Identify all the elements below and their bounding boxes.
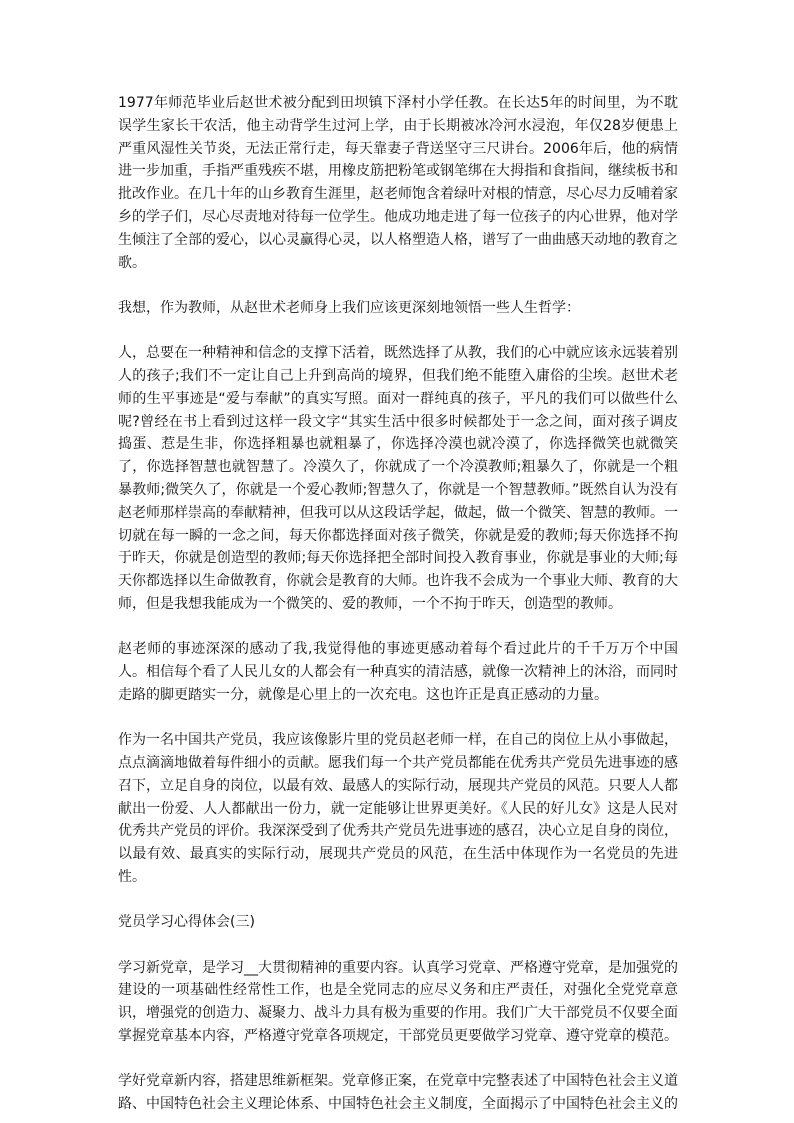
section-heading: 党员学习心得体会(三) bbox=[118, 914, 255, 931]
paragraph-new-content: 学好党章新内容，搭建思维新框架。党章修正案，在党章中完整表述了中国特色社会主义道路、中国特色社会主义理论体系、中国特色社会主义制度，全面揭示了中国特色社会主义的 bbox=[118, 1073, 678, 1112]
paragraph-zhao-background: 1977年师范毕业后赵世术被分配到田坝镇下泽村小学任教。在长达5年的时间里，为不耽误学生家长干农活，他主动背学生过河上学，由于长期被冰冷河水浸泡，年仅28岁便患上严重风湿性关节炎，无法正常行走，每天靠妻子背送坚守三尺讲台。2006年后，他的病情进一步加重，手指严重残疾不堪，用橡皮筋把粉笔或钢笔绑在大拇指和食指间，继续板书和批改作业。在几十年的山乡教育生涯里，赵老师饱含着绿叶对根的情意，尽心尽力反哺着家乡的学子们，尽心尽责地对待每一位学生。他成功地走进了每一位孩子的内心世界，他对学生倾注了全部的爱心，以心灵赢得心灵，以人格塑造人格，谱写了一曲曲感天动地的教育之歌。 bbox=[118, 95, 678, 271]
document-body bbox=[118, 92, 678, 1116]
paragraph-teacher-philosophy: 人，总要在一种精神和信念的支撑下活着，既然选择了从教，我们的心中就应该永远装着别人的孩子;我们不一定让自己上升到高尚的境界，但我们绝不能堕入庸俗的尘埃。赵世术老师的生平事迹是“爱与奉献”的真实写照。面对一群纯真的孩子，平凡的我们可以做些什么呢?曾经在书上看到过这样一段文字“其实生活中很多时候都处于一念之间，面对孩子调皮捣蛋、惹是生非，你选择粗暴也就粗暴了，你选择冷漠也就冷漠了，你选择微笑也就微笑了，你选择智慧也就智慧了。冷漠久了，你就成了一个冷漠教师;粗暴久了，你就是一个粗暴教师;微笑久了，你就是一个爱心教师;智慧久了，你就是一个智慧教师。”既然自认为没有赵老师那样崇高的奉献精神，但我可以从这段话学起，做起，做一个微笑、智慧的教师。一切就在每一瞬的一念之间，每天你都选择面对孩子微笑，你就是爱的教师;每天你选择不拘于昨天，你就是创造型的教师;每天你选择把全部时间投入教育事业，你就是事业的大师;每天你都选择以生命做教育，你就会是教育的大师。也许我不会成为一个事业大师、教育的大师，但是我想我能成为一个微笑的、爱的教师，一个不拘于昨天，创造型的教师。 bbox=[118, 345, 678, 612]
paragraph-party-member-duty: 作为一名中国共产党员，我应该像影片里的党员赵老师一样，在自己的岗位上从小事做起，点点滴滴地做着每件细小的贡献。愿我们每一个共产党员都能在优秀共产党员先进事迹的感召下，立足自身的岗位，以最有效、最感人的实际行动，展现共产党员的风范。只要人人都献出一份爱、人人都献出一份力，就一定能够让世界更美好。《人民的好儿女》这是人民对优秀共产党员的评价。我深深受到了优秀共产党员先进事迹的感召，决心立足自身的岗位，以最有效、最真实的实际行动，展现共产党员的风范，在生活中体现作为一名党员的先进性。 bbox=[118, 732, 678, 885]
paragraph-reflection-intro: 我想，作为教师，从赵世术老师身上我们应该更深刻地领悟一些人生哲学： bbox=[118, 299, 580, 316]
paragraph-study-party-constitution: 学习新党章，是学习__大贯彻精神的重要内容。认真学习党章、严格遵守党章，是加强党的建设的一项基础性经常性工作，也是全党同志的应尽义务和庄严责任，对强化全党党章意识，增强党的创造力、凝聚力、战斗力具有极为重要的作用。我们广大干部党员不仅要全面掌握党章基本内容，严格遵守党章各项规定，干部党员更要做学习党章、遵守党章的模范。 bbox=[118, 959, 678, 1044]
paragraph-moved-by-story: 赵老师的事迹深深的感动了我,我觉得他的事迹更感动着每个看过此片的千千万万个中国人。相信每个看了人民儿女的人都会有一种真实的清洁感，就像一次精神上的沐浴，而同时走路的脚更踏实一分，就像是心里上的一次充电。这也许正是真正感动的力量。 bbox=[118, 641, 678, 703]
